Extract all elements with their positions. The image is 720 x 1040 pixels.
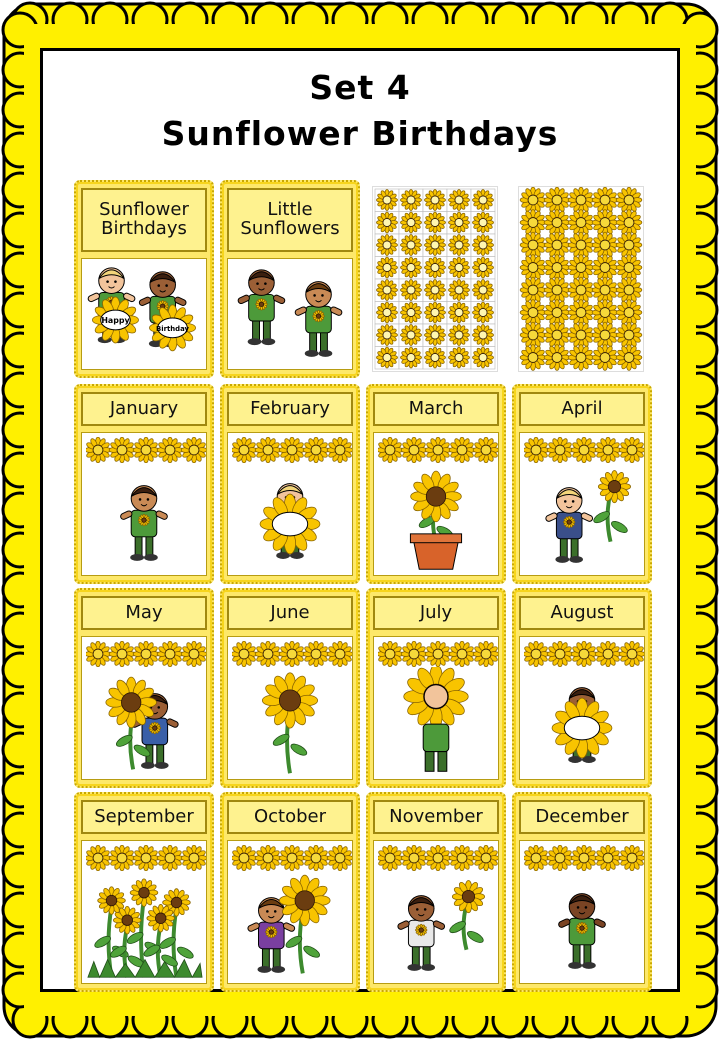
month-card-june [220, 588, 360, 788]
flower-row-icon [524, 437, 644, 463]
happy-tag: Happy [101, 315, 130, 325]
kids-holding-sunflowers-icon [82, 259, 206, 371]
flower-row-icon [232, 437, 352, 463]
month-card-april [512, 384, 652, 584]
flower-row-icon [524, 641, 644, 667]
kid-holding-sunflower-icon [520, 667, 644, 777]
sunflower-pot-icon [374, 463, 498, 573]
flower-row-icon [378, 437, 498, 463]
month-label: February [227, 392, 353, 426]
kid-holding-sunflower-icon [228, 463, 352, 573]
card-picture [81, 840, 207, 984]
flower-row-icon [86, 845, 206, 871]
card-picture [227, 258, 353, 370]
kids-dancing-icon [228, 259, 352, 371]
card-picture [227, 432, 353, 576]
boy-with-sunflower-icon [374, 871, 498, 981]
large-sunflower-sheet [518, 186, 644, 372]
month-label: January [81, 392, 207, 426]
month-label: December [519, 800, 645, 834]
month-label: May [81, 596, 207, 630]
birthday-tag: Birthday [156, 324, 190, 333]
small-sunflower-sheet [372, 186, 498, 372]
card-picture [227, 840, 353, 984]
kid-hugging-sunflower-icon [82, 667, 206, 777]
month-label: September [81, 800, 207, 834]
card-picture [373, 840, 499, 984]
card-picture [373, 432, 499, 576]
card-picture [519, 636, 645, 780]
card-picture [519, 432, 645, 576]
month-card-october [220, 792, 360, 992]
flower-row-icon [232, 641, 352, 667]
kid-behind-sunflower-icon [228, 871, 352, 981]
month-card-july [366, 588, 506, 788]
sunflower-field-icon [82, 871, 206, 981]
month-label: June [227, 596, 353, 630]
sunflower-grid-icon [519, 187, 643, 371]
month-card-august [512, 588, 652, 788]
month-label: July [373, 596, 499, 630]
month-label: April [519, 392, 645, 426]
kid-sunflower-shirt-icon [520, 871, 644, 981]
sunflower-icon [228, 667, 352, 777]
card-picture [81, 636, 207, 780]
month-label: March [373, 392, 499, 426]
month-card-may [74, 588, 214, 788]
card-label: Little Sunflowers [227, 188, 353, 252]
set-title: Set 4 [309, 68, 411, 107]
month-label: August [519, 596, 645, 630]
month-label: October [227, 800, 353, 834]
month-card-december [512, 792, 652, 992]
flower-row-icon [232, 845, 352, 871]
kid-sunflower-shirt-icon [82, 463, 206, 573]
card-picture [227, 636, 353, 780]
flower-row-icon [86, 437, 206, 463]
month-label: November [373, 800, 499, 834]
flower-row-icon [524, 845, 644, 871]
card-picture [81, 258, 207, 370]
kid-sunflower-costume-icon [374, 667, 498, 777]
flower-row-icon [378, 641, 498, 667]
girl-with-sunflower-icon [520, 463, 644, 573]
month-card-september [74, 792, 214, 992]
card-picture [81, 432, 207, 576]
flower-row-icon [378, 845, 498, 871]
page-title: Sunflower Birthdays [161, 114, 559, 153]
card-picture [373, 636, 499, 780]
card-picture [519, 840, 645, 984]
month-card-january [74, 384, 214, 584]
month-card-march [366, 384, 506, 584]
header-card-little-sunflowers [220, 180, 360, 378]
header-card-sunflower-birthdays [74, 180, 214, 378]
sunflower-grid-icon [373, 187, 497, 371]
month-card-february [220, 384, 360, 584]
card-label: Sunflower Birthdays [81, 188, 207, 252]
month-card-november [366, 792, 506, 992]
flower-row-icon [86, 641, 206, 667]
